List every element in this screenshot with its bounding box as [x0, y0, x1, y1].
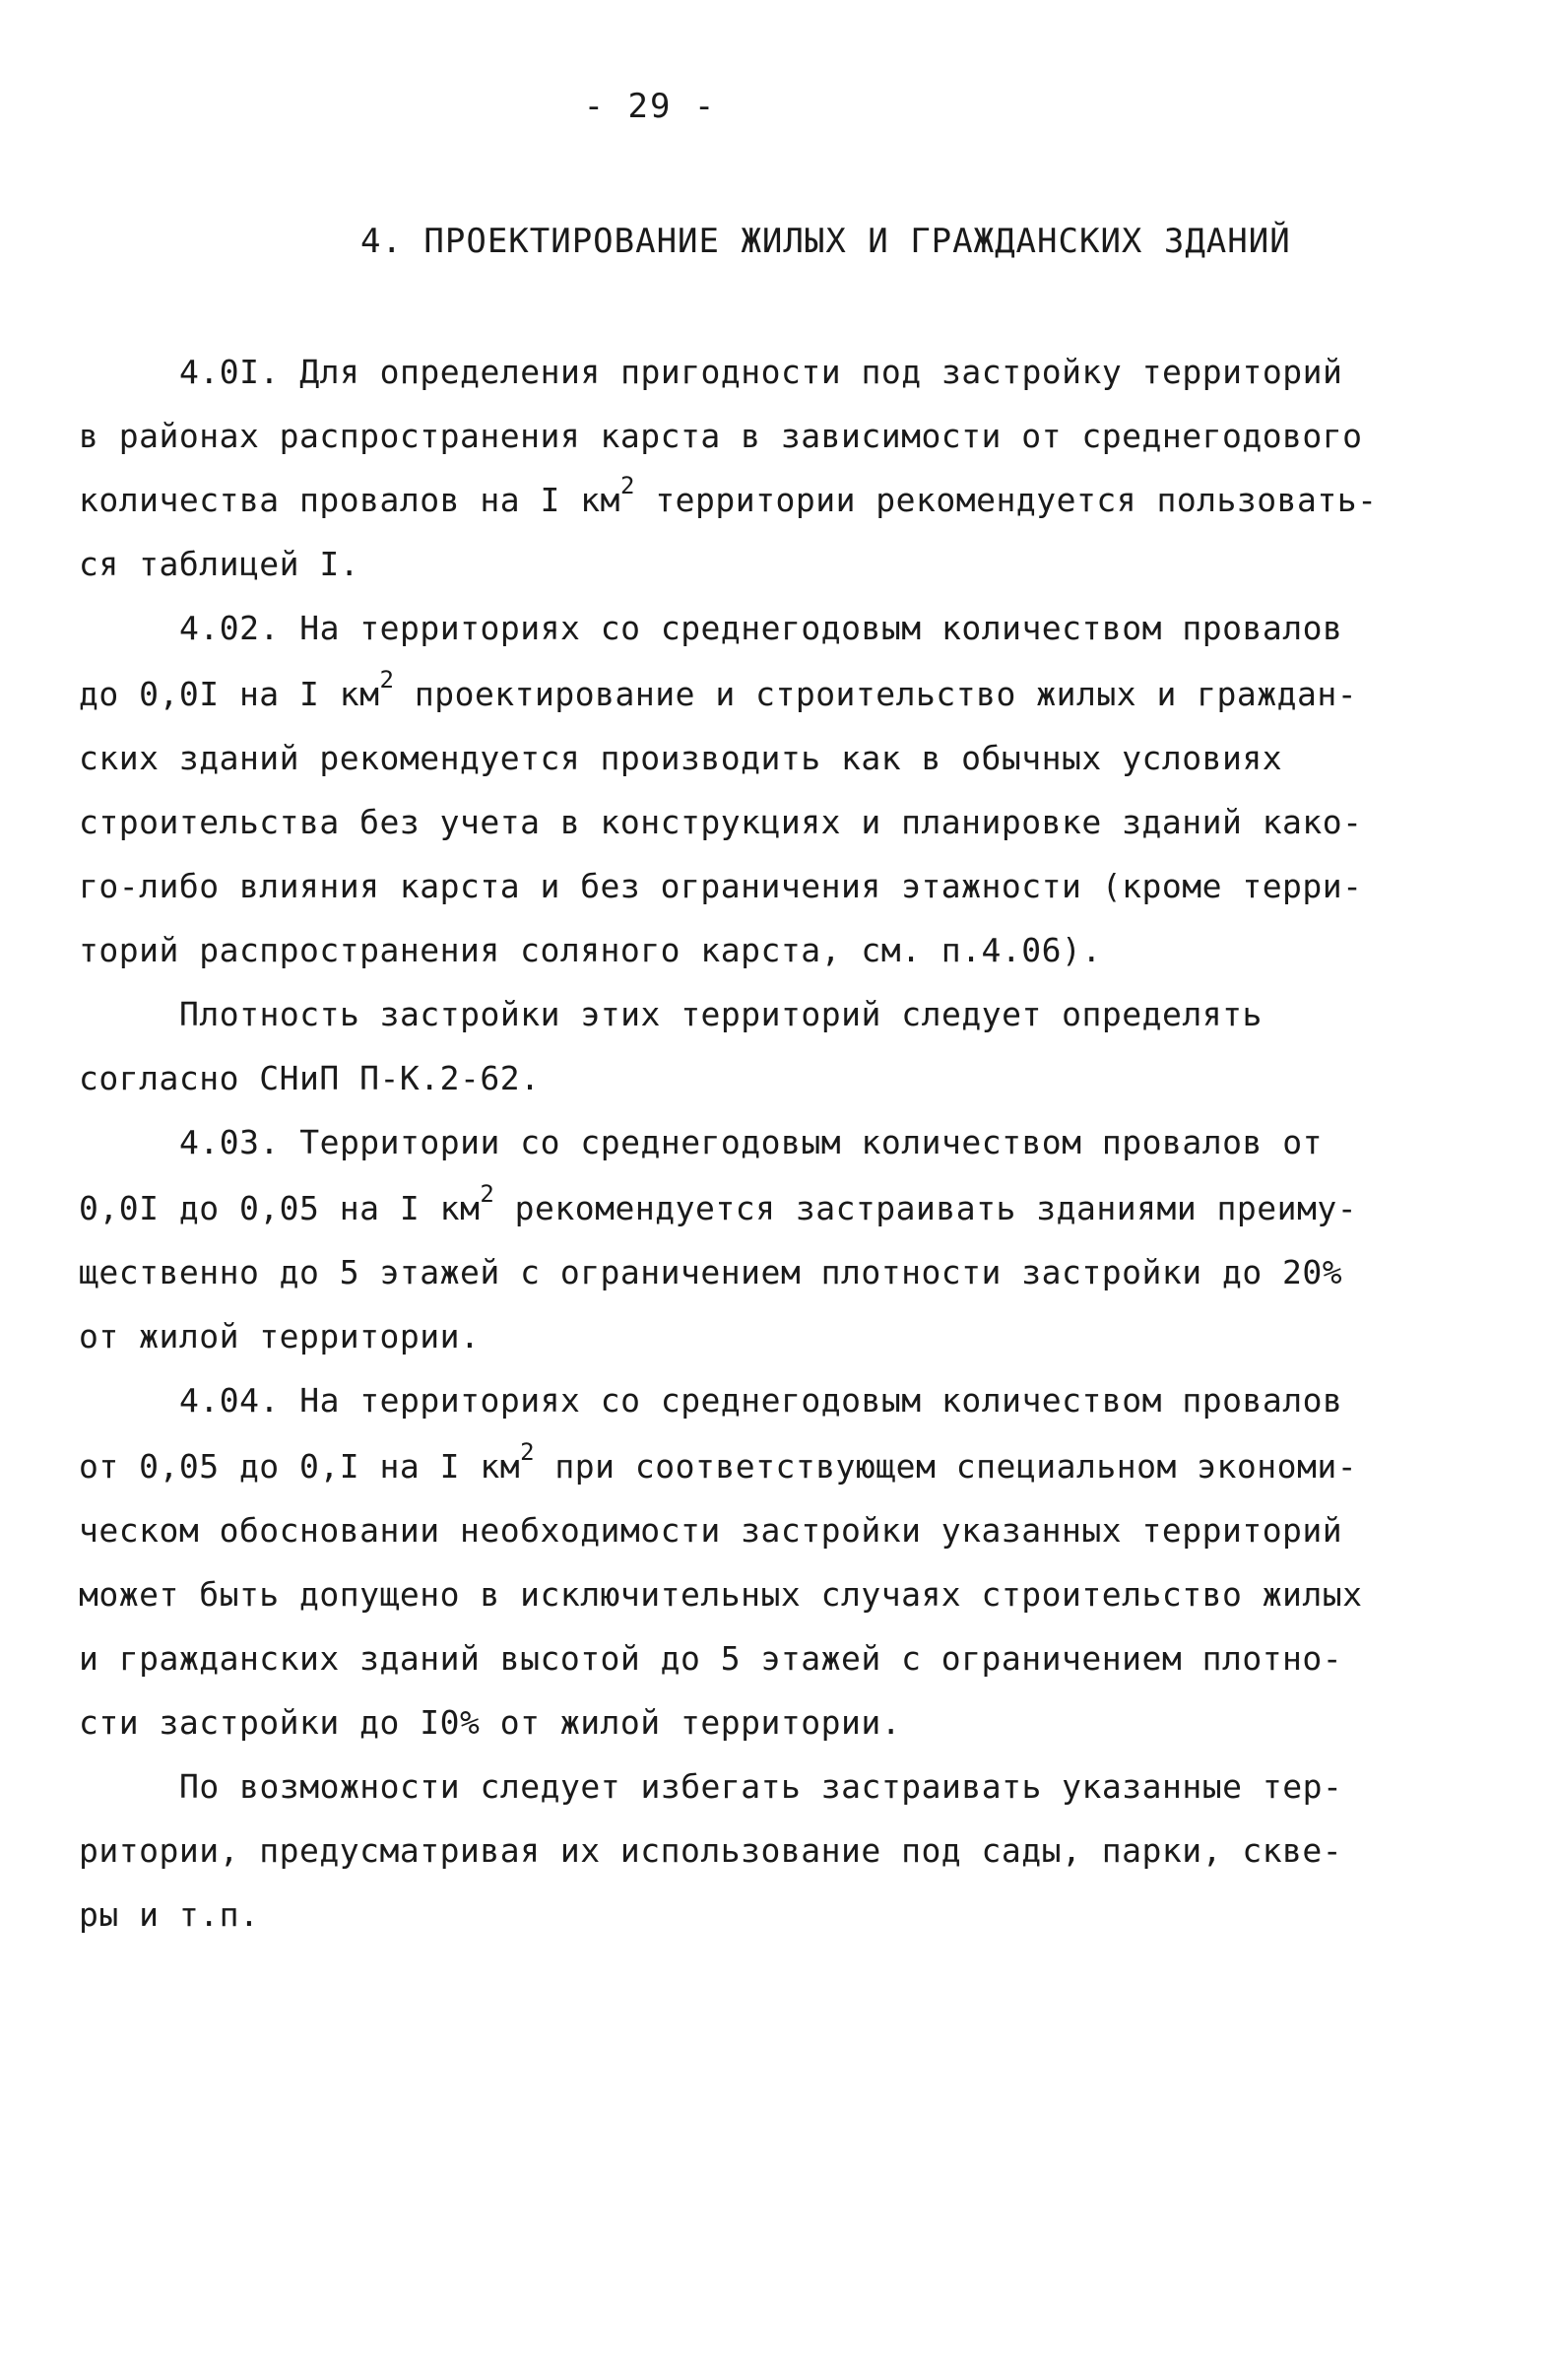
text-line: ры и т.п. — [79, 1895, 260, 1934]
text-line: 0,0I до 0,05 на I $км^2$ рекомендуется застраивать зданиями преиму- — [79, 1180, 1358, 1227]
text-line: го-либо влияния карста и без ограничения этажности (кроме терри- — [79, 867, 1363, 905]
text-line: в районах распространения карста в зависимости от среднегодового — [79, 417, 1363, 455]
text-line: 4.03. Территории со среднегодовым количеством провалов от — [179, 1123, 1323, 1161]
page-number: - 29 - — [583, 87, 717, 126]
text-line: торий распространения соляного карста, см. п.4.06). — [79, 931, 1102, 969]
superscript: 2 — [619, 472, 635, 499]
text-line: ческом обосновании необходимости застройки указанных территорий — [79, 1511, 1343, 1550]
text-line: количества провалов на I $км^2$ территории рекомендуется пользовать- — [79, 472, 1378, 519]
text-line: ритории, предусматривая их использование под сады, парки, скве- — [79, 1831, 1343, 1870]
superscript: 2 — [520, 1438, 536, 1466]
superscript: 2 — [480, 1180, 495, 1208]
text-line: 4.02. На территориях со среднегодовым количеством провалов — [179, 609, 1343, 647]
text-line: от 0,05 до 0,I на I $км^2$ при соответствующем специальном экономи- — [79, 1438, 1358, 1486]
text-line: до 0,0I на I $км^2$ проектирование и строительство жилых и граждан- — [79, 666, 1358, 713]
text-line: от жилой территории. — [79, 1317, 481, 1355]
text-line: и гражданских зданий высотой до 5 этажей с ограничением плотно- — [79, 1639, 1343, 1678]
text-line: щественно до 5 этажей с ограничением плотности застройки до 20% — [79, 1253, 1343, 1291]
text-line: согласно СНиП П-К.2-62. — [79, 1059, 541, 1097]
section-title: 4. ПРОЕКТИРОВАНИЕ ЖИЛЫХ И ГРАЖДАНСКИХ ЗДАНИЙ — [360, 222, 1291, 261]
text-line: По возможности следует избегать застраивать указанные тер- — [179, 1767, 1343, 1806]
text-line: ся таблицей I. — [79, 545, 360, 583]
text-line: ских зданий рекомендуется производить как в обычных условиях — [79, 739, 1283, 777]
text-line: сти застройки до I0% от жилой территории. — [79, 1703, 902, 1742]
text-line: Плотность застройки этих территорий следует определять — [179, 995, 1263, 1033]
text-line: 4.04. На территориях со среднегодовым количеством провалов — [179, 1381, 1343, 1420]
superscript: 2 — [379, 666, 395, 694]
text-line: строительства без учета в конструкциях и планировке зданий како- — [79, 803, 1363, 841]
text-line: может быть допущено в исключительных случаях строительство жилых — [79, 1575, 1363, 1614]
text-line: 4.0I. Для определения пригодности под застройку территорий — [179, 353, 1343, 391]
